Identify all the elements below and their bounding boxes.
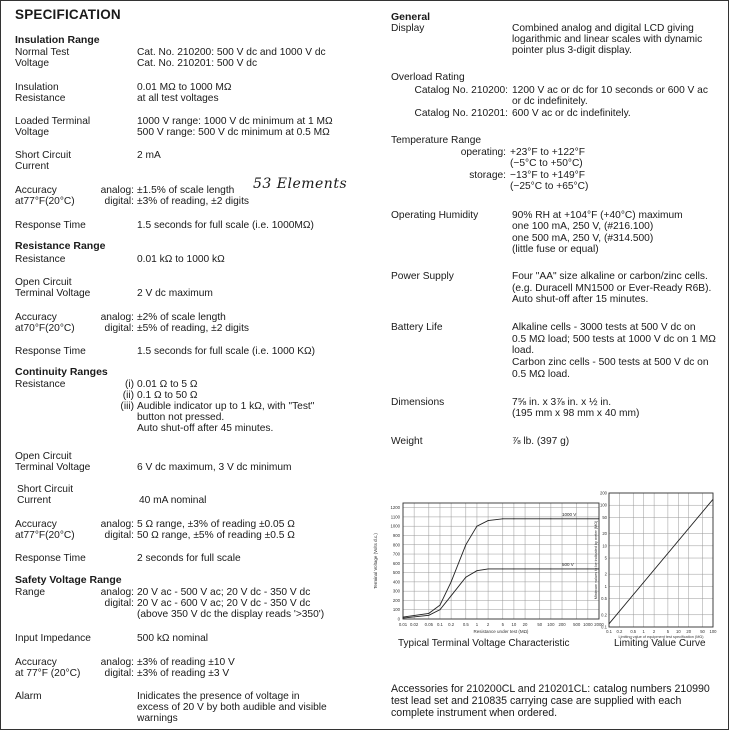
y-tick-label: 20 [602, 531, 607, 537]
y-tick-label: 600 [392, 560, 400, 566]
y-tick-label: 0.1 [601, 624, 607, 630]
x-tick-label: 0.2 [616, 629, 623, 634]
x-tick-label: 10 [511, 622, 517, 627]
value-temp-3: −13°F to +149°F [510, 170, 585, 181]
value-overload-1: 1200 V ac or dc for 10 seconds or 600 V ac [512, 85, 708, 96]
label-display: Display [391, 23, 425, 34]
label-open-circuit-2b: Terminal Voltage [15, 462, 91, 473]
y-tick-label: 0 [397, 616, 400, 622]
data-point [439, 605, 440, 606]
label-accuracy-2: Accuracy [15, 312, 57, 323]
y-tick-label: 50 [602, 514, 607, 520]
label-storage: storage: [469, 170, 506, 181]
data-point [502, 518, 503, 519]
value-normal-test-1: Cat. No. 210200: 500 V dc and 1000 V dc [137, 47, 326, 58]
marker-iii: (iii) [120, 401, 134, 412]
label-loaded-terminal-2: Voltage [15, 127, 49, 138]
resistance-range-heading: Resistance Range [15, 240, 106, 252]
y-axis-title: Minimum values to be indicated by meter (MΩ) [594, 520, 598, 600]
x-tick-label: 1 [642, 629, 645, 634]
value-dimensions-2: (195 mm x 98 mm x 40 mm) [512, 408, 640, 419]
value-accuracy-2b: ±5% of reading, ±2 digits [137, 323, 249, 334]
data-point [451, 581, 452, 582]
x-tick-label: 0.1 [436, 622, 443, 627]
data-point [488, 568, 489, 569]
x-tick-label: 5 [666, 629, 670, 634]
mode-analog: analog: [100, 519, 134, 530]
value-insulation-resistance-1: 0.01 MΩ to 1000 MΩ [137, 82, 232, 93]
value-overload-3: 600 V ac or dc indefinitely. [512, 108, 631, 119]
value-resistance: 0.01 kΩ to 1000 kΩ [137, 254, 225, 265]
value-response-time-2: 1.5 seconds for full scale (i.e. 1000 KΩ) [137, 346, 316, 357]
label-accuracy-2-temp: at70°F(20°C) [15, 323, 75, 334]
marker-ii: (ii) [122, 390, 134, 401]
value-power-3: Auto shut-off after 15 minutes. [512, 294, 649, 305]
x-tick-label: 2 [486, 622, 490, 627]
mode-digital: digital: [104, 530, 134, 541]
plot-frame [609, 493, 713, 627]
value-normal-test-2: Cat. No. 210201: 500 V dc [137, 58, 258, 69]
x-tick-label: 2 [652, 629, 656, 634]
continuity-ranges-heading: Continuity Ranges [15, 366, 108, 378]
x-tick-label: 0.5 [630, 629, 637, 634]
value-temp-2: (−5°C to +50°C) [510, 158, 583, 169]
value-display-2: logarithmic and linear scales with dynamic [512, 34, 703, 45]
label-catalog-210200: Catalog No. 210200: [414, 85, 508, 96]
value-battery-5: 0.5 MΩ load. [512, 369, 571, 380]
x-tick-label: 0.2 [448, 622, 455, 627]
x-tick-label: 50 [537, 622, 543, 627]
value-accuracy-3b: 50 Ω range, ±5% of reading ±0.5 Ω [137, 530, 295, 541]
label-short-circuit-2: Short Circuit [17, 484, 74, 495]
value-loaded-terminal-1: 1000 V range: 1000 V dc minimum at 1 MΩ [137, 116, 333, 127]
label-range: Range [15, 587, 46, 598]
y-tick-label: 10 [602, 543, 607, 549]
x-tick-label: 100 [709, 629, 717, 634]
y-tick-label: 1 [604, 583, 607, 589]
mode-analog: analog: [100, 587, 134, 598]
x-tick-label: 50 [700, 629, 705, 634]
label-response-time-3: Response Time [15, 553, 86, 564]
value-display-3: pointer plus 3-digit display. [512, 45, 632, 56]
safety-voltage-heading: Safety Voltage Range [15, 574, 122, 586]
y-tick-label: 900 [392, 532, 400, 538]
data-point [550, 518, 551, 519]
x-tick-label: 0.05 [424, 622, 434, 627]
series-label: 1000 V [562, 511, 577, 517]
label-dimensions: Dimensions [391, 397, 445, 408]
value-input-impedance: 500 kΩ nominal [137, 633, 209, 644]
x-tick-label: 0.5 [462, 622, 469, 627]
value-overload-2: or dc indefinitely. [512, 96, 588, 107]
x-tick-label: 20 [522, 622, 528, 627]
x-tick-label: 100 [547, 622, 555, 627]
data-point [513, 568, 514, 569]
value-open-circuit-2: 6 V dc maximum, 3 V dc minimum [137, 462, 292, 473]
data-point [476, 526, 477, 527]
value-range-1: 20 V ac - 500 V ac; 20 V dc - 350 V dc [137, 587, 311, 598]
value-range-3: (above 350 V dc the display reads '>350') [137, 609, 325, 620]
data-point [513, 518, 514, 519]
label-overload-rating: Overload Rating [391, 72, 465, 83]
label-insulation-resistance: Insulation [15, 82, 59, 93]
x-axis-title: Limiting value of equipment test specification (MΩ) [618, 635, 704, 639]
x-tick-label: 0.01 [398, 622, 408, 627]
limiting-value-caption: Limiting Value Curve [614, 638, 706, 649]
value-temp-4: (−25°C to +65°C) [510, 181, 589, 192]
insulation-range-heading: Insulation Range [15, 34, 100, 46]
label-operating: operating: [460, 147, 506, 158]
label-normal-test: Normal Test [15, 47, 70, 58]
label-catalog-210201: Catalog No. 210201: [414, 108, 508, 119]
value-response-time-1: 1.5 seconds for full scale (i.e. 1000MΩ) [137, 220, 314, 231]
y-tick-label: 1200 [390, 505, 400, 511]
value-continuity-5: Auto shut-off after 45 minutes. [137, 423, 274, 434]
label-continuity-resistance: Resistance [15, 379, 66, 390]
x-tick-label: 10 [675, 629, 681, 634]
general-heading: General [391, 11, 431, 23]
terminal-voltage-chart [367, 497, 603, 635]
label-open-circuit-2: Open Circuit [15, 451, 72, 462]
label-open-circuit-1b: Terminal Voltage [15, 288, 91, 299]
value-continuity-4: button not pressed. [137, 412, 225, 423]
data-point [428, 613, 429, 614]
series-line [403, 519, 599, 617]
x-tick-label: 1000 [583, 622, 593, 627]
label-alarm: Alarm [15, 691, 42, 702]
y-tick-label: 0.5 [601, 596, 607, 602]
value-battery-1: Alkaline cells - 3000 tests at 500 V dc on [512, 322, 696, 333]
series-label: 500 V [562, 561, 574, 567]
x-tick-label: 1 [475, 622, 479, 627]
y-tick-label: 100 [600, 502, 607, 508]
label-loaded-terminal: Loaded Terminal [15, 116, 91, 127]
value-humidity-1: 90% RH at +104°F (+40°C) maximum [512, 210, 683, 221]
label-normal-test-2: Voltage [15, 58, 49, 69]
value-battery-2: 0.5 MΩ load; 500 tests at 1000 V dc on 1 MΩ [512, 334, 716, 345]
value-insulation-resistance-2: at all test voltages [137, 93, 219, 104]
y-tick-label: 100 [392, 607, 400, 613]
data-point [502, 568, 503, 569]
label-operating-humidity: Operating Humidity [391, 210, 479, 221]
value-continuity-3: Audible indicator up to 1 kΩ, with "Test" [137, 401, 315, 412]
value-accuracy-3a: 5 Ω range, ±3% of reading ±0.05 Ω [137, 519, 295, 530]
data-point [439, 609, 440, 610]
x-tick-label: 0.02 [409, 622, 419, 627]
handwritten-note: 53 Elements [253, 176, 348, 192]
value-battery-3: load. [512, 345, 535, 356]
data-point [465, 544, 466, 545]
y-axis-title: Terminal Voltage (Volts d.c.) [373, 533, 378, 589]
mode-digital: digital: [104, 323, 134, 334]
value-accuracy-1b: ±3% of reading, ±2 digits [137, 196, 249, 207]
x-tick-label: 2000 [594, 622, 604, 627]
data-point [550, 568, 551, 569]
mode-digital: digital: [104, 598, 134, 609]
value-alarm-3: warnings [137, 713, 178, 724]
label-accuracy-3: Accuracy [15, 519, 57, 530]
x-tick-label: 5 [501, 622, 504, 627]
label-weight: Weight [391, 436, 423, 447]
value-power-2: (e.g. Duracell MN1500 or Ever-Ready R6B). [512, 283, 712, 294]
label-short-circuit-2b: Current [17, 495, 51, 506]
mode-analog: analog: [100, 185, 134, 196]
value-weight: ⅞ lb. (397 g) [512, 436, 570, 447]
data-point [451, 595, 452, 596]
label-accuracy-4: Accuracy [15, 657, 57, 668]
page-title: SPECIFICATION [15, 7, 121, 22]
value-battery-4: Carbon zinc cells - 500 tests at 500 V dc on [512, 357, 709, 368]
label-response-time-1: Response Time [15, 220, 86, 231]
label-short-circuit-2: Current [15, 161, 49, 172]
label-short-circuit: Short Circuit [15, 150, 72, 161]
label-accuracy-1-temp: at77°F(20°C) [15, 196, 75, 207]
data-point [476, 570, 477, 571]
label-open-circuit-1: Open Circuit [15, 277, 72, 288]
terminal-voltage-caption: Typical Terminal Voltage Characteristic [398, 638, 570, 649]
mode-analog: analog: [100, 312, 134, 323]
value-open-circuit-1: 2 V dc maximum [137, 288, 213, 299]
value-accuracy-4a: ±3% of reading ±10 V [137, 657, 235, 668]
value-humidity-3: one 500 mA, 250 V, (#314.500) [512, 233, 654, 244]
value-alarm-2: excess of 20 V by both audible and visible [137, 702, 327, 713]
label-input-impedance: Input Impedance [15, 633, 91, 644]
value-accuracy-2a: ±2% of scale length [137, 312, 226, 323]
y-tick-label: 2 [604, 571, 607, 577]
mode-analog: analog: [100, 657, 134, 668]
label-response-time-2: Response Time [15, 346, 86, 357]
value-temp-1: +23°F to +122°F [510, 147, 585, 158]
mode-digital: digital: [104, 196, 134, 207]
label-accuracy-4-temp: at 77°F (20°C) [15, 668, 81, 679]
y-tick-label: 500 [392, 570, 400, 576]
value-power-1: Four "AA" size alkaline or carbon/zinc cells. [512, 271, 708, 282]
label-resistance: Resistance [15, 254, 66, 265]
x-axis-title: Resistance under test (MΩ) [473, 629, 529, 634]
x-tick-label: 200 [558, 622, 566, 627]
y-tick-label: 200 [392, 597, 400, 603]
label-insulation-resistance-2: Resistance [15, 93, 66, 104]
value-response-time-3: 2 seconds for full scale [137, 553, 241, 564]
data-point [488, 520, 489, 521]
y-tick-label: 300 [392, 588, 400, 594]
data-point [428, 615, 429, 616]
value-loaded-terminal-2: 500 V range: 500 V dc minimum at 0.5 MΩ [137, 127, 330, 138]
data-point [465, 577, 466, 578]
value-humidity-4: (little fuse or equal) [512, 244, 599, 255]
value-range-2: 20 V ac - 600 V ac; 20 V dc - 350 V dc [137, 598, 311, 609]
label-accuracy-3-temp: at77°F(20°C) [15, 530, 75, 541]
data-point [403, 617, 404, 618]
value-accuracy-4b: ±3% of reading ±3 V [137, 668, 230, 679]
value-display-1: Combined analog and digital LCD giving [512, 23, 694, 34]
x-tick-label: 0.1 [606, 629, 612, 634]
limiting-value-chart [593, 489, 719, 639]
y-tick-label: 0.2 [601, 612, 607, 618]
y-tick-label: 400 [392, 579, 400, 585]
x-tick-label: 20 [686, 629, 692, 634]
value-accuracy-1a: ±1.5% of scale length [137, 185, 235, 196]
y-tick-label: 5 [604, 555, 607, 561]
value-dimensions-1: 7⅝ in. x 3⅞ in. x ½ in. [512, 397, 612, 408]
data-point [403, 618, 404, 619]
value-short-circuit-2: 40 mA nominal [139, 495, 207, 506]
y-tick-label: 1000 [390, 523, 400, 529]
label-temperature-range: Temperature Range [391, 135, 482, 146]
x-tick-label: 500 [573, 622, 581, 627]
y-tick-label: 1100 [390, 514, 400, 520]
value-continuity-1: 0.01 Ω to 5 Ω [137, 379, 198, 390]
value-alarm-1: Inidicates the presence of voltage in [137, 691, 300, 702]
y-tick-label: 200 [600, 490, 607, 496]
mode-digital: digital: [104, 668, 134, 679]
label-battery-life: Battery Life [391, 322, 443, 333]
y-tick-label: 700 [392, 551, 400, 557]
limit-line [609, 499, 713, 624]
label-accuracy-1: Accuracy [15, 185, 57, 196]
value-humidity-2: one 100 mA, 250 V, (#216.100) [512, 221, 654, 232]
label-power-supply: Power Supply [391, 271, 454, 282]
accessories-note: Accessories for 210200CL and 210201CL: catalog numbers 210990 test lead set and 210835 carrying case are supplied with each complete instrument when ordered. [391, 683, 710, 719]
value-short-circuit: 2 mA [137, 150, 161, 161]
value-continuity-2: 0.1 Ω to 50 Ω [137, 390, 198, 401]
y-tick-label: 800 [392, 542, 400, 548]
marker-i: (i) [124, 379, 134, 390]
